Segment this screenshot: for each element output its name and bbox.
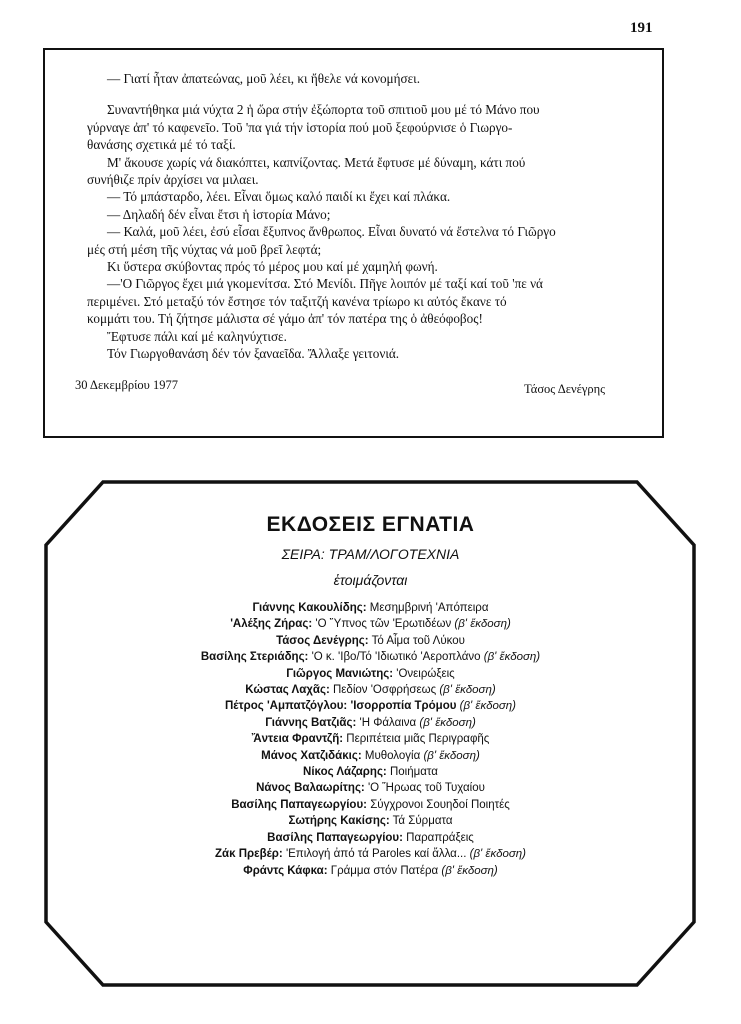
book-entry bbox=[62, 666, 679, 682]
book-edition: (β' ἔκδοση) bbox=[419, 716, 476, 729]
book-author: Βασίλης Παπαγεωργίου: bbox=[231, 798, 367, 811]
book-entry bbox=[62, 797, 679, 813]
book-edition: (β' ἔκδοση) bbox=[459, 700, 516, 713]
book-author: Γιῶργος Μανιώτης: bbox=[286, 667, 394, 680]
book-title: Πεδίον 'Οσφρήσεως bbox=[333, 684, 437, 697]
book-author: Κώστας Λαχᾶς: bbox=[245, 684, 330, 697]
book-title: Ποιήματα bbox=[389, 766, 438, 779]
book-entry bbox=[62, 780, 679, 796]
book-author: Γιάννης Κακουλίδης: bbox=[252, 602, 367, 614]
book-entry bbox=[62, 830, 679, 846]
book-author: Σωτήρης Κακίσης: bbox=[288, 815, 390, 828]
story-line: θανάσης σχετικά μέ τό ταξί. bbox=[87, 137, 236, 153]
book-title: 'Ο κ. 'Ιβο/Τό 'Ιδιωτικό 'Αεροπλάνο bbox=[311, 651, 481, 664]
book-edition: (β' ἔκδοση) bbox=[469, 848, 526, 861]
story-line: —'Ο Γιῶργος ἔχει μιά γκομενίτσα. Στό Μενίδι. Πῆγε λοιπόν μέ ταξί καί τοῦ 'πε νά bbox=[107, 276, 543, 292]
book-title: Παραπράξεις bbox=[406, 831, 474, 844]
story-line: κομμάτι του. Τή ζήτησε μάλιστα σέ γάμο ἀπ' τόν πατέρα της ὁ ἀθεόφοβος! bbox=[87, 311, 483, 327]
page-number: 191 bbox=[630, 20, 653, 36]
book-entry bbox=[62, 764, 679, 780]
book-author: Μάνος Χατζιδάκις: bbox=[261, 749, 362, 762]
book-author: Ἄντεια Φραντζῆ: bbox=[251, 733, 344, 746]
story-line: περιμένει. Στό μεταξύ τόν ἔστησε τόν ταξιτζή κανένα τρίωρο κι αὐτός ἔκανε τό bbox=[87, 293, 507, 309]
book-entry bbox=[62, 863, 679, 879]
story-line: συνήθιζε πρίν ἀρχίσει να μιλαει. bbox=[87, 172, 259, 188]
story-line: Μ' ἄκουσε χωρίς νά διακόπτει, καπνίζοντας. Μετά ἔφτυσε μέ δύναμη, κάτι πού bbox=[107, 154, 526, 170]
story-line: — Τό μπάσταρδο, λέει. Εἶναι ὅμως καλό παιδί κι ἔχει καί πλάκα. bbox=[107, 189, 451, 205]
story-line: Κι ὕστερα σκύβοντας πρός τό μέρος μου καί μέ χαμηλή φωνή. bbox=[107, 259, 438, 275]
book-title: 'Ισορροπία Τρόμου bbox=[350, 700, 457, 713]
book-title: 'Ονειρώξεις bbox=[396, 667, 455, 680]
book-entry bbox=[62, 731, 679, 747]
book-author: Φράντς Κάφκα: bbox=[243, 864, 328, 877]
story-line: Ἔφτυσε πάλι καί μέ καληνύχτισε. bbox=[107, 328, 287, 344]
book-title: Μεσημβρινή 'Απόπειρα bbox=[369, 602, 489, 614]
book-entry bbox=[62, 715, 679, 731]
book-entry bbox=[62, 649, 679, 665]
series-label: ΣΕΙΡΑ: ΤΡΑΜ/ΛΟΓΟΤΕΧΝΙΑ bbox=[281, 546, 460, 562]
book-title: 'Επιλογή ἀπό τά Paroles καί ἄλλα... bbox=[285, 848, 467, 861]
story-line: Τόν Γιωργοθανάση δέν τόν ξαναεῖδα. Ἄλλαξε γειτονιά. bbox=[107, 346, 400, 362]
story-line: μές στή μέση τῆς νύχτας νά μοῦ βρεῖ λεφτά; bbox=[87, 241, 322, 257]
book-list bbox=[62, 600, 679, 879]
book-title: Τό Αἷμα τοῦ Λύκου bbox=[371, 634, 465, 647]
publisher-title: ΕΚΔΟΣΕΙΣ ΕΓΝΑΤΙΑ bbox=[266, 513, 475, 536]
book-author: Γιάννης Βατζιᾶς: bbox=[265, 716, 357, 729]
book-edition: (β' ἔκδοση) bbox=[423, 749, 480, 762]
publisher-ad bbox=[62, 510, 679, 879]
book-entry bbox=[62, 846, 679, 862]
story-author: Τάσος Δενέγρης bbox=[524, 382, 606, 396]
book-edition: (β' ἔκδοση) bbox=[441, 864, 498, 877]
book-author: Ζάκ Πρεβέρ: bbox=[215, 848, 283, 861]
book-author: Τάσος Δενέγρης: bbox=[276, 634, 369, 647]
book-entry bbox=[62, 698, 679, 714]
forthcoming-label: ἑτοιμάζονται bbox=[333, 572, 408, 588]
book-title: 'Ο Ὕπνος τῶν 'Ερωτιδέων bbox=[315, 618, 452, 631]
book-edition: (β' ἔκδοση) bbox=[439, 684, 496, 697]
book-entry bbox=[62, 600, 679, 616]
book-title: Τά Σύρματα bbox=[392, 815, 453, 828]
book-title: 'Η Φάλαινα bbox=[359, 716, 417, 729]
book-edition: (β' ἔκδοση) bbox=[454, 618, 511, 631]
story-line: Συναντήθηκα μιά νύχτα 2 ἡ ὥρα στήν ἐξώπορτα τοῦ σπιτιοῦ μου μέ τό Μάνο που bbox=[107, 102, 540, 118]
book-entry bbox=[62, 616, 679, 632]
book-author: Πέτρος 'Αμπατζόγλου: bbox=[225, 700, 348, 713]
book-title: Μυθολογία bbox=[364, 749, 421, 762]
book-author: Βασίλης Στεριάδης: bbox=[200, 651, 309, 664]
book-author: Νίκος Λάζαρης: bbox=[303, 766, 387, 779]
story-line: — Καλά, μοῦ λέει, ἐσύ εἶσαι ἔξυπνος ἄνθρωπος. Εἶναι δυνατό νά ἔστελνα τό Γιῶργο bbox=[107, 224, 556, 240]
book-author: Νάνος Βαλαωρίτης: bbox=[256, 782, 365, 795]
story-line: — Γιατί ἦταν ἀπατεώνας, μοῦ λέει, κι ἤθελε νά κονομήσει. bbox=[107, 71, 420, 86]
book-author: 'Αλέξης Ζήρας: bbox=[230, 618, 313, 631]
book-title: Σύγχρονοι Σουηδοί Ποιητές bbox=[370, 798, 510, 811]
book-title: Γράμμα στόν Πατέρα bbox=[330, 864, 439, 877]
book-entry bbox=[62, 682, 679, 698]
book-title: Περιπέτεια μιᾶς Περιγραφῆς bbox=[346, 733, 490, 746]
story-line: — Δηλαδή δέν εἶναι ἔτσι ἡ ἱστορία Μάνο; bbox=[107, 206, 331, 222]
book-entry bbox=[62, 813, 679, 829]
book-entry bbox=[62, 748, 679, 764]
book-title: 'Ο Ἥρωας τοῦ Τυχαίου bbox=[367, 782, 485, 795]
book-author: Βασίλης Παπαγεωργίου: bbox=[267, 831, 403, 844]
book-entry bbox=[62, 633, 679, 649]
book-edition: (β' ἔκδοση) bbox=[483, 651, 541, 664]
story-date: 30 Δεκεμβρίου 1977 bbox=[75, 378, 178, 392]
story-line: γύρναγε ἀπ' τό καφενεῖο. Τοῦ 'πα γιά τήν ἱστορία πού μοῦ ξεφούρνισε ὁ Γιωργο- bbox=[87, 119, 513, 135]
